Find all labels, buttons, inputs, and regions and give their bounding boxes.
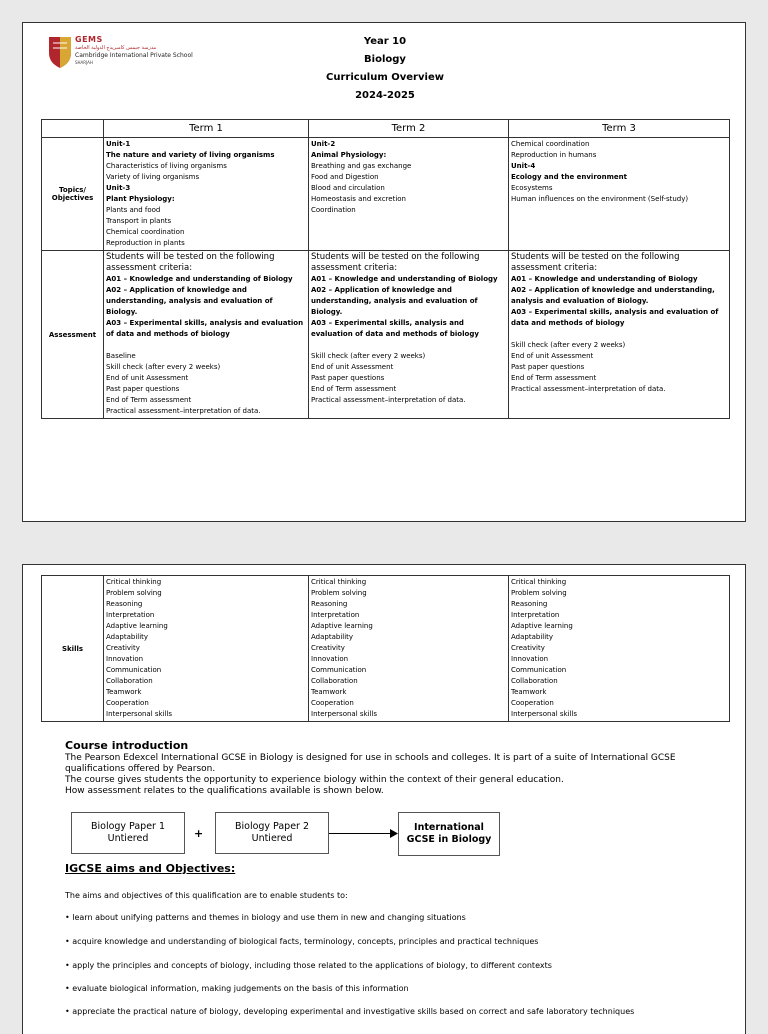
title-subject: Biology [364,54,406,65]
assessment-intro: Students will be tested on the following assessment criteria: [106,252,275,273]
cell-line: Plants and food [106,206,161,214]
cell-line: Ecosystems [511,184,553,192]
title-year: Year 10 [363,36,407,47]
cell-line: Interpersonal skills [106,710,173,718]
cell-line: Reproduction in plants [106,239,185,247]
cell-line: End of unit Assessment [106,374,189,382]
cell-line: Chemical coordination [511,140,590,148]
cell-line: Reasoning [311,600,348,608]
assessment-criterion: A02 – Application of knowledge and understanding, analysis and evaluation of Biology. [511,286,715,305]
aims-item: • appreciate the practical nature of biology, developing experimental and investigative skills based on correct and safe laboratory techniques [65,1007,635,1016]
cell-line: Adaptive learning [311,622,373,630]
aims-item: • evaluate biological information, making judgements on the basis of this information [65,984,409,993]
cell-line: Coordination [311,206,356,214]
logo-brand: GEMS [75,35,103,44]
logo-school-name: Cambridge International Private School [75,52,193,59]
cell-line: End of unit Assessment [511,352,594,360]
cell-line: End of Term assessment [311,385,397,393]
assessment-cell-term1 [104,251,309,419]
assessment-intro: Students will be tested on the following assessment criteria: [511,252,680,273]
cell-line: Plant Physiology: [106,195,175,203]
cell-line: Problem solving [311,589,367,597]
assessment-criterion: A02 – Application of knowledge and understanding, analysis and evaluation of Biology. [106,286,273,316]
assessment-criterion: A01 – Knowledge and understanding of Biology [311,275,498,283]
cell-line: Adaptive learning [511,622,573,630]
cell-line: Animal Physiology: [311,151,387,159]
cell-line: Baseline [106,352,136,360]
assessment-criterion: A01 – Knowledge and understanding of Biology [511,275,698,283]
cell-line: Interpretation [311,611,360,619]
cell-line: Cooperation [511,699,554,707]
topics-label: Topics/ Objectives [42,138,104,251]
plus-sign: + [194,827,204,840]
cell-line: Critical thinking [106,578,162,586]
cell-line: Interpersonal skills [511,710,578,718]
paper2-box [215,812,329,854]
cell-line: Collaboration [511,677,558,685]
cell-line: Communication [511,666,567,674]
document-page-1 [22,22,746,522]
result-box [398,812,500,856]
cell-line: Adaptability [311,633,354,641]
cell-line: Creativity [511,644,545,652]
cell-line: Adaptability [106,633,149,641]
document-page-2 [22,564,746,1034]
cell-line: Practical assessment–interpretation of data. [511,385,666,393]
result-title: International [414,822,484,833]
course-intro-paragraph: The Pearson Edexcel International GCSE in Biology is designed for use in schools and colleges. It is part of a suite of International GCSE qualifications offered by Pearson. [65,753,676,774]
cell-line: Reproduction in humans [511,151,597,159]
arrow-head-icon [390,829,398,838]
course-intro-paragraph: How assessment relates to the qualifications available is shown below. [65,786,384,796]
cell-line: Interpretation [511,611,560,619]
cell-line: Unit-2 [311,140,336,148]
column-header: Term 1 [104,120,309,138]
cell-line: Critical thinking [311,578,367,586]
spacer [311,340,506,351]
cell-line: Innovation [106,655,144,663]
cell-line: Unit-1 [106,140,131,148]
header-blank [42,120,104,138]
cell-line: Collaboration [311,677,358,685]
column-header: Term 2 [309,120,509,138]
document-title [23,33,747,105]
assessment-cell-term3 [509,251,730,419]
cell-line: Unit-3 [106,184,131,192]
cell-line: Communication [106,666,162,674]
cell-line: Food and Digestion [311,173,379,181]
cell-line: Communication [311,666,367,674]
arrow-line [329,833,393,834]
topics-cell-term2 [309,138,509,251]
title-session: 2024-2025 [355,90,415,101]
paper2-title: Biology Paper 2 [234,821,310,832]
cell-line: Practical assessment–interpretation of data. [311,396,466,404]
cell-line: Characteristics of living organisms [106,162,227,170]
cell-line: Cooperation [106,699,149,707]
cell-line: Creativity [106,644,140,652]
assessment-criterion: A03 – Experimental skills, analysis and evaluation of data and methods of biology [311,319,479,338]
assessment-criterion: A03 – Experimental skills, analysis and evaluation of data and methods of biology [511,308,719,327]
column-header: Term 3 [509,120,730,138]
result-subtitle: GCSE in Biology [406,834,492,845]
cell-line: Skill check (after every 2 weeks) [311,352,426,360]
skills-cell-term3 [509,576,730,722]
assessment-row [42,251,730,419]
cell-line: Teamwork [311,688,347,696]
topics-row [42,138,730,251]
course-intro-heading: Course introduction [65,739,189,752]
cell-line: Variety of living organisms [106,173,200,181]
cell-line: Skill check (after every 2 weeks) [511,341,626,349]
cell-line: Chemical coordination [106,228,185,236]
assessment-cell-term2 [309,251,509,419]
cell-line: Teamwork [106,688,142,696]
cell-line: End of unit Assessment [311,363,394,371]
logo-city: SHARJAH [75,60,93,65]
topics-cell-term3 [509,138,730,251]
cell-line: Past paper questions [311,374,385,382]
skills-cell-term2 [309,576,509,722]
spacer [511,329,727,340]
assessment-criterion: A02 – Application of knowledge and understanding, analysis and evaluation of Biology. [311,286,478,316]
cell-line: Transport in plants [106,217,172,225]
paper1-title: Biology Paper 1 [90,821,166,832]
skills-table [41,575,730,722]
cell-line: Past paper questions [106,385,180,393]
course-introduction [65,739,725,797]
paper1-box [71,812,185,854]
cell-line: Reasoning [511,600,548,608]
cell-line: Reasoning [106,600,143,608]
cell-line: Interpersonal skills [311,710,378,718]
cell-line: Problem solving [106,589,162,597]
course-intro-paragraph: The course gives students the opportunity to experience biology within the context of their general education. [65,775,564,785]
logo-arabic-text: مدرسة جيمس كامبريدج الدولية الخاصة [75,45,157,51]
cell-line: Breathing and gas exchange [311,162,412,170]
assessment-criterion: A01 – Knowledge and understanding of Biology [106,275,293,283]
cell-line: Innovation [311,655,349,663]
cell-line: Adaptive learning [106,622,168,630]
skills-row [42,576,730,722]
cell-line: Adaptability [511,633,554,641]
cell-line: Collaboration [106,677,153,685]
cell-line: Blood and circulation [311,184,385,192]
aims-item: • learn about unifying patterns and themes in biology and use them in new and changing situations [65,913,466,922]
topics-cell-term1 [104,138,309,251]
aims-item: • acquire knowledge and understanding of biological facts, terminology, concepts, principles and practical techniques [65,937,539,946]
cell-line: Skill check (after every 2 weeks) [106,363,221,371]
cell-line: Innovation [511,655,549,663]
spacer [106,340,306,351]
cell-line: Unit-4 [511,162,536,170]
table-header-row [42,120,730,138]
cell-line: Practical assessment–interpretation of data. [106,407,261,415]
cell-line: End of Term assessment [511,374,597,382]
aims-item: • apply the principles and concepts of biology, including those related to the applications of biology, to different contexts [65,961,552,970]
cell-line: Cooperation [311,699,354,707]
cell-line: The nature and variety of living organisms [106,151,275,159]
cell-line: Creativity [311,644,345,652]
cell-line: Interpretation [106,611,155,619]
cell-line: Human influences on the environment (Self-study) [511,195,689,203]
paper2-tier: Untiered [251,833,293,844]
assessment-intro: Students will be tested on the following assessment criteria: [311,252,480,273]
paper1-tier: Untiered [107,833,149,844]
cell-line: Homeostasis and excretion [311,195,406,203]
cell-line: Problem solving [511,589,567,597]
assessment-label: Assessment [42,251,104,419]
aims-intro: The aims and objectives of this qualification are to enable students to: [65,891,348,900]
cell-line: Teamwork [511,688,547,696]
skills-cell-term1 [104,576,309,722]
assessment-criterion: A03 – Experimental skills, analysis and evaluation of data and methods of biology [106,319,304,338]
title-doc: Curriculum Overview [326,72,444,83]
curriculum-overview-table [41,119,730,419]
aims-heading: IGCSE aims and Objectives: [65,862,236,875]
cell-line: Ecology and the environment [511,173,627,181]
cell-line: Critical thinking [511,578,567,586]
skills-label: Skills [42,576,104,722]
cell-line: Past paper questions [511,363,585,371]
cell-line: End of Term assessment [106,396,192,404]
